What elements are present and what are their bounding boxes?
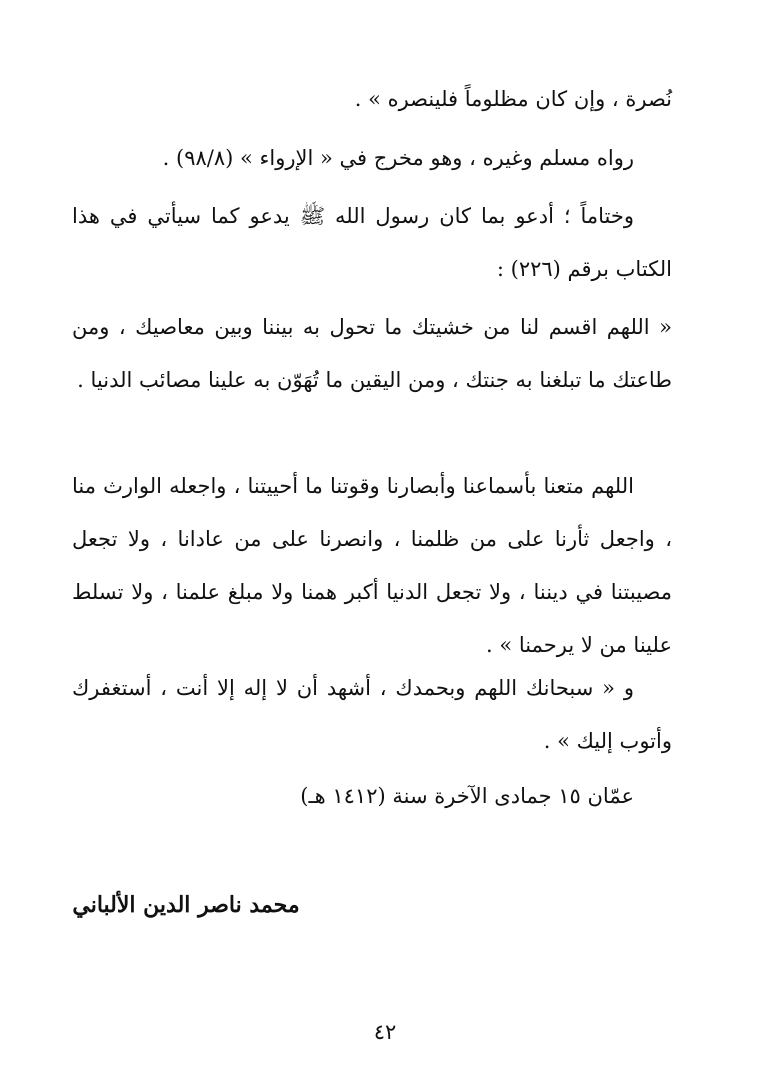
paragraph-supplication-3: و « سبحانك اللهم وبحمدك ، أشهد أن لا إله إلا أنت ، أستغفرك وأتوب إليك » . [72, 676, 672, 753]
paragraph-hadith-end: نُصرة ، وإن كان مظلوماً فلينصره » . [354, 87, 672, 111]
author-signature: محمد ناصر الدين الألباني [72, 892, 300, 918]
paragraph-supplication-2: اللهم متعنا بأسماعنا وأبصارنا وقوتنا ما أحييتنا ، واجعله الوارث منا ، واجعل ثأرنا على من ظلمنا ، وانصرنا على من عادانا ، ولا تجعل مصيبتنا في ديننا ، ولا تجعل الدنيا أكبر همنا ولا مبلغ علمنا ، ولا تسلط علينا من لا يرحمنا » . [72, 474, 672, 657]
page-number: ٤٢ [373, 1020, 397, 1044]
paragraph-supplication-1: « اللهم اقسم لنا من خشيتك ما تحول به بيننا وبين معاصيك ، ومن طاعتك ما تبلغنا به جنتك ، ومن اليقين ما تُهَوّن به علينا مصائب الدنيا . [72, 315, 672, 392]
paragraph-closing-intro: وختاماً ؛ أدعو بما كان رسول الله ﷺ يدعو كما سيأتي في هذا الكتاب برقم (٢٢٦) : [72, 204, 672, 281]
date-line: عمّان ١٥ جمادى الآخرة سنة (١٤١٢ هـ) [300, 784, 634, 808]
paragraph-source-note: رواه مسلم وغيره ، وهو مخرج في « الإرواء » (٩٨/٨) . [162, 146, 634, 170]
